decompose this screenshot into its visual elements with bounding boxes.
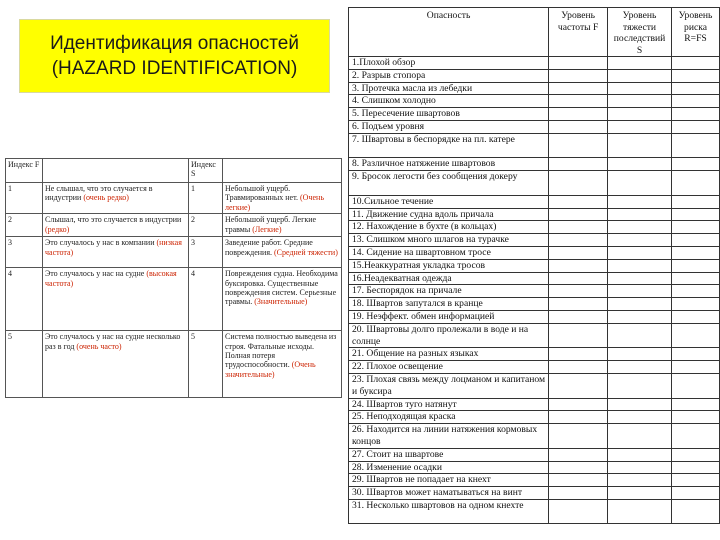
hazard-name: 12. Нахождение в бухте (в кольцах) — [349, 221, 549, 234]
index-s-description: Небольшой ущерб. Травмированных нет. (Очень легкие) — [223, 183, 342, 214]
index-f-value: 5 — [6, 331, 43, 398]
severity-cell — [608, 171, 672, 196]
risk-cell — [672, 461, 720, 474]
frequency-cell — [549, 361, 608, 374]
hazard-row — [349, 221, 720, 234]
frequency-cell — [549, 108, 608, 121]
risk-cell — [672, 108, 720, 121]
frequency-cell — [549, 221, 608, 234]
risk-cell — [672, 158, 720, 171]
risk-cell — [672, 474, 720, 487]
severity-cell — [608, 234, 672, 247]
severity-cell — [608, 108, 672, 121]
frequency-cell — [549, 298, 608, 311]
index-s-value: 1 — [189, 183, 223, 214]
severity-cell — [608, 57, 672, 70]
risk-cell — [672, 259, 720, 272]
index-row — [6, 183, 342, 214]
risk-cell — [672, 487, 720, 500]
title-line-1: Идентификация опасностей — [50, 33, 299, 54]
risk-cell — [672, 95, 720, 108]
hazard-row — [349, 234, 720, 247]
risk-cell — [672, 310, 720, 323]
frequency-cell — [549, 411, 608, 424]
risk-cell — [672, 272, 720, 285]
hazard-row — [349, 57, 720, 70]
hazard-name: 28. Изменение осадки — [349, 461, 549, 474]
severity-cell — [608, 133, 672, 158]
hazard-name: 11. Движение судна вдоль причала — [349, 208, 549, 221]
risk-cell — [672, 171, 720, 196]
index-s-description: Система полностью выведена из строя. Фатальные исходы. Полная потеря трудоспособности. (Очень значительные) — [223, 331, 342, 398]
hazard-table — [348, 7, 720, 524]
severity-cell — [608, 246, 672, 259]
severity-cell — [608, 208, 672, 221]
hazard-name: 17. Беспорядок на причале — [349, 285, 549, 298]
hazard-row — [349, 499, 720, 524]
severity-cell — [608, 95, 672, 108]
index-table-header — [6, 159, 342, 183]
severity-cell — [608, 361, 672, 374]
severity-cell — [608, 272, 672, 285]
hazard-row — [349, 411, 720, 424]
hazard-row — [349, 474, 720, 487]
index-s-value: 2 — [189, 214, 223, 237]
hazard-row — [349, 259, 720, 272]
index-f-description: Это случалось у нас в компании (низкая частота) — [43, 237, 189, 268]
hazard-row — [349, 448, 720, 461]
hazard-name: 3. Протечка масла из лебедки — [349, 82, 549, 95]
index-s-value: 3 — [189, 237, 223, 268]
index-s-value: 4 — [189, 268, 223, 331]
hazard-row — [349, 272, 720, 285]
risk-cell — [672, 234, 720, 247]
hazard-name: 24. Швартов туго натянут — [349, 398, 549, 411]
risk-cell — [672, 348, 720, 361]
hazard-name: 15.Неаккуратная укладка тросов — [349, 259, 549, 272]
risk-cell — [672, 373, 720, 398]
risk-cell — [672, 424, 720, 449]
risk-cell — [672, 411, 720, 424]
hazard-name: 18. Швартов запутался в кранце — [349, 298, 549, 311]
severity-cell — [608, 323, 672, 348]
hazard-name: 5. Пересечение швартовов — [349, 108, 549, 121]
frequency-cell — [549, 487, 608, 500]
hazard-name: 20. Швартовы долго пролежали в воде и на солнце — [349, 323, 549, 348]
severity-cell — [608, 82, 672, 95]
hazard-name: 25. Неподходящая краска — [349, 411, 549, 424]
index-row — [6, 214, 342, 237]
severity-cell — [608, 259, 672, 272]
hazard-row — [349, 361, 720, 374]
severity-cell — [608, 310, 672, 323]
hazard-row — [349, 246, 720, 259]
title-banner — [19, 19, 330, 93]
frequency-cell — [549, 133, 608, 158]
hazard-name: 7. Швартовы в беспорядке на пл. катере — [349, 133, 549, 158]
frequency-cell — [549, 310, 608, 323]
hazard-name: 26. Находится на линии натяжения кормовых концов — [349, 424, 549, 449]
risk-cell — [672, 82, 720, 95]
frequency-cell — [549, 348, 608, 361]
hazard-table-body — [349, 57, 720, 524]
index-row — [6, 268, 342, 331]
hazard-row — [349, 120, 720, 133]
risk-cell — [672, 448, 720, 461]
index-row — [6, 237, 342, 268]
severity-cell — [608, 461, 672, 474]
severity-cell — [608, 398, 672, 411]
hazard-name: 2. Разрыв стопора — [349, 69, 549, 82]
hazard-name: 30. Швартов может наматываться на винт — [349, 487, 549, 500]
severity-cell — [608, 298, 672, 311]
frequency-cell — [549, 398, 608, 411]
frequency-cell — [549, 57, 608, 70]
hazard-row — [349, 373, 720, 398]
hazard-row — [349, 310, 720, 323]
severity-cell — [608, 285, 672, 298]
hazard-name: 8. Различное натяжение швартовов — [349, 158, 549, 171]
severity-cell — [608, 158, 672, 171]
risk-cell — [672, 57, 720, 70]
severity-cell — [608, 499, 672, 524]
index-f-description: Не слышал, что это случается в индустрии (очень редко) — [43, 183, 189, 214]
risk-cell — [672, 208, 720, 221]
severity-cell — [608, 221, 672, 234]
risk-cell — [672, 221, 720, 234]
hazard-row — [349, 323, 720, 348]
frequency-cell — [549, 69, 608, 82]
hazard-row — [349, 348, 720, 361]
risk-cell — [672, 298, 720, 311]
severity-cell — [608, 120, 672, 133]
severity-cell — [608, 474, 672, 487]
hazard-name: 14. Сидение на швартовном тросе — [349, 246, 549, 259]
severity-column-header: Уровень тяжести последствий S — [608, 8, 672, 57]
risk-cell — [672, 133, 720, 158]
frequency-column-header: Уровень частоты F — [549, 8, 608, 57]
frequency-cell — [549, 208, 608, 221]
hazard-row — [349, 208, 720, 221]
frequency-cell — [549, 323, 608, 348]
index-s-description: Небольшой ущерб. Легкие травмы (Легкие) — [223, 214, 342, 237]
severity-cell — [608, 348, 672, 361]
index-f-value: 1 — [6, 183, 43, 214]
hazard-row — [349, 487, 720, 500]
frequency-cell — [549, 95, 608, 108]
frequency-cell — [549, 474, 608, 487]
hazard-table-header — [349, 8, 720, 57]
hazard-row — [349, 285, 720, 298]
frequency-cell — [549, 246, 608, 259]
hazard-name: 16.Неадекватная одежда — [349, 272, 549, 285]
hazard-row — [349, 424, 720, 449]
hazard-name: 4. Слишком холодно — [349, 95, 549, 108]
severity-cell — [608, 69, 672, 82]
risk-cell — [672, 323, 720, 348]
index-f-header: Индекс F — [6, 159, 43, 183]
risk-cell — [672, 398, 720, 411]
severity-cell — [608, 424, 672, 449]
hazard-name: 10.Сильное течение — [349, 195, 549, 208]
hazard-row — [349, 133, 720, 158]
frequency-cell — [549, 171, 608, 196]
hazard-row — [349, 69, 720, 82]
hazard-column-header: Опасность — [349, 8, 549, 57]
hazard-row — [349, 158, 720, 171]
frequency-cell — [549, 448, 608, 461]
index-s-value: 5 — [189, 331, 223, 398]
risk-cell — [672, 499, 720, 524]
hazard-name: 19. Неэффект. обмен информацией — [349, 310, 549, 323]
hazard-name: 9. Бросок легости без сообщения докеру — [349, 171, 549, 196]
severity-cell — [608, 487, 672, 500]
risk-cell — [672, 195, 720, 208]
index-f-description: Это случалось у нас на судне несколько раз в год (очень часто) — [43, 331, 189, 398]
severity-cell — [608, 411, 672, 424]
severity-cell — [608, 195, 672, 208]
index-s-description: Повреждения судна. Необходима буксировка. Существенные повреждения систем. Серьезные травмы. (Значительные) — [223, 268, 342, 331]
hazard-row — [349, 82, 720, 95]
index-row — [6, 331, 342, 398]
index-f-value: 4 — [6, 268, 43, 331]
index-f-value: 2 — [6, 214, 43, 237]
index-f-description: Слышал, что это случается в индустрии (редко) — [43, 214, 189, 237]
risk-cell — [672, 285, 720, 298]
risk-cell — [672, 246, 720, 259]
frequency-cell — [549, 373, 608, 398]
risk-cell — [672, 361, 720, 374]
frequency-cell — [549, 259, 608, 272]
frequency-cell — [549, 285, 608, 298]
frequency-cell — [549, 82, 608, 95]
severity-cell — [608, 448, 672, 461]
hazard-name: 13. Слишком много шлагов на турачке — [349, 234, 549, 247]
frequency-cell — [549, 234, 608, 247]
hazard-row — [349, 461, 720, 474]
hazard-row — [349, 298, 720, 311]
severity-cell — [608, 373, 672, 398]
hazard-name: 29. Швартов не попадает на кнехт — [349, 474, 549, 487]
index-f-description: Это случалось у нас на судне (высокая частота) — [43, 268, 189, 331]
frequency-cell — [549, 195, 608, 208]
index-table — [5, 158, 342, 398]
risk-cell — [672, 69, 720, 82]
hazard-row — [349, 108, 720, 121]
frequency-cell — [549, 499, 608, 524]
frequency-cell — [549, 424, 608, 449]
hazard-name: 31. Несколько швартовов на одном кнехте — [349, 499, 549, 524]
hazard-row — [349, 171, 720, 196]
frequency-cell — [549, 158, 608, 171]
risk-column-header: Уровень риска R=FS — [672, 8, 720, 57]
hazard-name: 1.Плохой обзор — [349, 57, 549, 70]
index-s-header: Индекс S — [189, 159, 223, 183]
index-f-value: 3 — [6, 237, 43, 268]
hazard-name: 21. Общение на разных языках — [349, 348, 549, 361]
hazard-name: 6. Подъем уровня — [349, 120, 549, 133]
hazard-name: 22. Плохое освещение — [349, 361, 549, 374]
risk-cell — [672, 120, 720, 133]
hazard-name: 27. Стоит на швартове — [349, 448, 549, 461]
frequency-cell — [549, 461, 608, 474]
hazard-row — [349, 195, 720, 208]
hazard-row — [349, 398, 720, 411]
hazard-name: 23. Плохая связь между лоцманом и капитаном и буксира — [349, 373, 549, 398]
frequency-cell — [549, 272, 608, 285]
title-line-2: (HAZARD IDENTIFICATION) — [51, 58, 298, 79]
frequency-cell — [549, 120, 608, 133]
index-s-description: Заведение работ. Средние повреждения. (Средней тяжести) — [223, 237, 342, 268]
hazard-row — [349, 95, 720, 108]
